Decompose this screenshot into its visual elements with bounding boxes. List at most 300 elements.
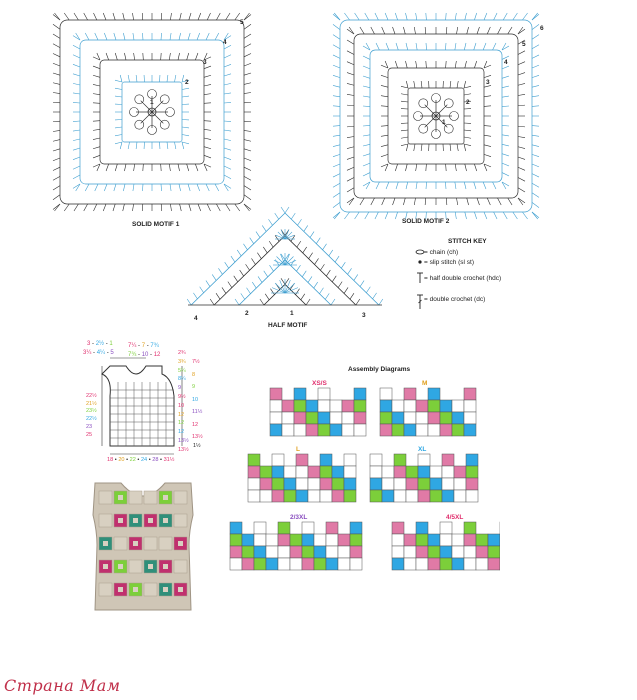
stitch-mark	[532, 13, 538, 20]
stitch-mark	[323, 244, 327, 250]
assembly-cell	[282, 400, 294, 412]
stitch-mark	[395, 13, 397, 20]
stitch-mark	[406, 81, 408, 88]
stitch-mark	[416, 164, 417, 171]
assembly-cell	[342, 400, 354, 412]
stitch-mark	[234, 276, 238, 282]
fan-stitch	[278, 232, 285, 239]
assembly-cell	[428, 546, 440, 558]
half-motif-title: HALF MOTIF	[268, 322, 308, 329]
stitch-mark	[464, 86, 471, 88]
assembly-cell	[452, 534, 464, 546]
stitch-mark	[356, 299, 360, 305]
stitch-mark	[204, 84, 211, 86]
stitch-mark	[103, 204, 106, 211]
stitch-mark	[381, 145, 388, 147]
stitch-mark	[182, 96, 189, 97]
assembly-cell	[254, 522, 266, 534]
stitch-mark	[532, 164, 539, 167]
assembly-cell	[440, 412, 452, 424]
stitch-mark	[416, 13, 417, 20]
assembly-cell	[278, 558, 290, 570]
stitch-mark	[464, 43, 466, 50]
stitch-mark	[518, 105, 525, 106]
schematic-measure: 8	[192, 371, 196, 378]
assembly-cell	[278, 546, 290, 558]
stitch-mark	[142, 33, 143, 40]
round-label: 2	[185, 79, 189, 86]
stitch-mark	[477, 27, 479, 34]
stitch-mark	[347, 188, 354, 192]
assembly-size-label: 4/5XL	[446, 514, 464, 521]
stitch-mark	[494, 212, 497, 219]
assembly-cell	[464, 534, 476, 546]
granny-square	[99, 514, 112, 527]
schematic-measure: 23	[86, 423, 93, 430]
granny-square	[129, 491, 142, 504]
assembly-cell	[488, 534, 500, 546]
assembly-cell	[392, 546, 404, 558]
assembly-cell	[380, 424, 392, 436]
stitch-mark	[405, 164, 407, 171]
assembly-cell	[440, 424, 452, 436]
stitch-mark	[224, 130, 231, 131]
stitch-mark	[333, 75, 340, 77]
stitch-mark	[365, 13, 369, 20]
stitch-mark	[319, 288, 323, 294]
stitch-mark	[532, 135, 539, 136]
assembly-cell	[230, 522, 242, 534]
stitch-mark	[257, 253, 261, 259]
stitch-mark	[263, 247, 267, 253]
stitch-mark	[333, 183, 340, 187]
stitch-mark	[188, 184, 190, 191]
stitch-mark	[73, 83, 80, 85]
round-label: 2	[466, 99, 470, 106]
assembly-cell	[302, 534, 314, 546]
stitch-mark	[244, 186, 251, 190]
assembly-cell	[464, 546, 476, 558]
stitch-mark	[237, 250, 241, 256]
stitch-mark	[161, 33, 162, 40]
stitch-mark	[348, 268, 352, 274]
assembly-cell	[248, 466, 260, 478]
schematic-hem: 1½	[193, 443, 201, 449]
assembly-cell	[452, 546, 464, 558]
stitch-mark	[363, 106, 370, 107]
stitch-mark	[204, 121, 211, 122]
stitch-mark	[386, 182, 389, 189]
round-label: 5	[522, 41, 526, 48]
assembly-cell	[464, 388, 476, 400]
stitch-mark	[93, 66, 100, 69]
stitch-mark	[455, 212, 456, 219]
stitch-mark	[115, 53, 117, 60]
stitch-mark	[414, 144, 415, 151]
assembly-cell	[416, 424, 428, 436]
round-label: 4	[194, 315, 198, 322]
assembly-cell	[406, 466, 418, 478]
assembly-cell	[248, 478, 260, 490]
assembly-cell	[382, 466, 394, 478]
stitch-mark	[446, 27, 447, 34]
stitch-mark	[93, 103, 100, 104]
stitch-mark	[113, 204, 115, 211]
solid-motif-2-diagram	[318, 12, 553, 227]
stitch-mark	[235, 299, 239, 305]
stitch-mark	[114, 184, 116, 191]
stitch-mark	[224, 83, 231, 85]
stitch-mark	[93, 84, 100, 86]
assembly-cell	[270, 388, 282, 400]
stitch-mark	[446, 13, 447, 20]
stitch-mark	[381, 135, 388, 136]
stitch-mark	[518, 126, 525, 127]
assembly-cell	[242, 546, 254, 558]
schematic-measure: 22½	[86, 416, 97, 423]
stitch-mark	[296, 289, 300, 295]
assembly-cell	[452, 424, 464, 436]
schematic-grid	[110, 382, 174, 446]
stitch-mark	[416, 182, 417, 189]
stitch-mark	[426, 13, 427, 20]
stitch-mark	[355, 13, 360, 20]
stitch-mark	[483, 182, 486, 189]
stitch-mark	[187, 164, 189, 171]
schematic-measure: 13½	[178, 446, 189, 453]
stitch-mark	[455, 43, 456, 50]
assembly-cell	[394, 490, 406, 502]
granny-square-center	[133, 541, 138, 546]
assembly-cell	[416, 522, 428, 534]
stitch-mark	[302, 271, 306, 277]
assembly-cell	[266, 558, 278, 570]
round-label: 4	[504, 59, 508, 66]
stitch-mark	[260, 299, 264, 305]
stitch-mark	[474, 61, 476, 68]
assembly-cell	[248, 490, 260, 502]
stitch-mark	[270, 265, 274, 271]
assembly-cell	[318, 412, 330, 424]
stitch-mark	[224, 74, 231, 76]
stitch-mark	[53, 73, 60, 75]
stitch-mark	[136, 142, 137, 149]
assembly-cell	[296, 454, 308, 466]
granny-square	[144, 537, 157, 550]
round-label: 3	[203, 59, 207, 66]
stitch-mark	[53, 195, 60, 200]
stitch-mark	[518, 83, 525, 85]
stitch-mark	[182, 135, 189, 136]
assembly-cell	[308, 490, 320, 502]
stitch-mark	[244, 92, 251, 93]
stitch-mark	[315, 258, 319, 264]
stitch-mark	[333, 126, 340, 127]
stitch-mark	[347, 157, 354, 159]
stitch-mark	[508, 27, 512, 34]
stitch-mark	[161, 164, 162, 171]
stitch-mark	[244, 44, 251, 48]
stitch-mark	[216, 293, 220, 299]
stitch-mark	[270, 289, 274, 295]
key-label-chain: = chain (ch)	[424, 249, 459, 256]
stitch-mark	[85, 33, 89, 40]
stitch-mark	[532, 154, 539, 156]
stitch-mark	[347, 73, 354, 75]
stitch-mark	[178, 164, 180, 171]
stitch-mark	[474, 43, 476, 50]
stitch-mark	[363, 66, 370, 69]
stitch-mark	[326, 270, 330, 276]
stitch-mark	[518, 62, 525, 65]
petal-mark	[419, 99, 428, 108]
stitch-mark	[474, 164, 476, 171]
stitch-mark	[333, 85, 340, 87]
assembly-cell	[440, 546, 452, 558]
half-motif-rings	[187, 207, 383, 305]
key-label-dc: = double crochet (dc)	[424, 296, 486, 303]
stitch-mark	[532, 75, 539, 77]
assembly-cell	[320, 478, 332, 490]
stitch-mark	[167, 75, 168, 82]
stitch-mark	[347, 147, 354, 149]
assembly-cell	[430, 466, 442, 478]
stitch-mark	[445, 43, 446, 50]
assembly-cell	[294, 388, 306, 400]
assembly-cell	[350, 546, 362, 558]
assembly-cell	[326, 522, 338, 534]
stitch-mark	[464, 130, 471, 131]
stitch-mark	[333, 45, 340, 49]
stitch-mark	[518, 51, 525, 55]
stitch-mark	[73, 130, 80, 131]
fan-stitch	[275, 283, 285, 293]
stitch-mark	[401, 144, 408, 146]
stitch-mark	[224, 102, 231, 103]
stitch-mark	[457, 81, 458, 88]
stitch-mark	[341, 262, 345, 268]
assembly-cell	[290, 558, 302, 570]
assembly-cell	[350, 534, 362, 546]
stitch-mark	[73, 45, 80, 49]
stitch-mark	[426, 43, 427, 50]
assembly-cell	[278, 534, 290, 546]
stitch-mark	[426, 164, 427, 171]
assembly-cell	[330, 412, 342, 424]
stitch-mark	[446, 61, 447, 68]
stitch-mark	[53, 83, 60, 85]
stitch-mark	[487, 27, 490, 34]
assembly-cell	[318, 388, 330, 400]
assembly-cell	[476, 534, 488, 546]
stitch-mark	[532, 96, 539, 97]
stitch-mark	[373, 293, 377, 299]
stitch-mark	[244, 140, 251, 142]
granny-square-center	[163, 564, 168, 569]
assembly-cell	[350, 558, 362, 570]
granny-square-center	[148, 518, 153, 523]
stitch-mark	[133, 184, 134, 191]
stitch-mark	[396, 43, 398, 50]
stitch-mark	[74, 204, 78, 211]
assembly-cell	[418, 478, 430, 490]
stitch-mark	[363, 144, 370, 146]
stitch-mark	[464, 81, 466, 88]
assembly-cell	[338, 546, 350, 558]
assembly-cell	[248, 454, 260, 466]
assembly-cell	[272, 454, 284, 466]
stitch-mark	[379, 299, 383, 305]
stitch-mark	[73, 64, 80, 67]
granny-square-center	[178, 541, 183, 546]
assembly-cell	[254, 546, 266, 558]
assembly-cell	[394, 466, 406, 478]
stitch-mark	[244, 149, 251, 151]
assembly-cell	[476, 558, 488, 570]
stitch-mark	[347, 198, 354, 203]
stitch-mark	[349, 27, 354, 34]
petal-mark	[135, 95, 144, 104]
stitch-mark	[250, 238, 254, 244]
stitch-mark	[376, 182, 379, 189]
stitch-mark	[385, 13, 388, 20]
stitch-mark	[113, 13, 115, 20]
granny-square	[144, 491, 157, 504]
stitch-mark	[84, 204, 88, 211]
stitch-mark	[493, 43, 496, 50]
stitch-mark	[93, 129, 100, 130]
stitch-mark	[502, 76, 509, 78]
stitch-mark	[347, 40, 354, 44]
stitch-mark	[285, 207, 289, 213]
granny-square	[174, 514, 187, 527]
stitch-mark	[375, 13, 378, 20]
stitch-mark	[123, 204, 125, 211]
assembly-cell	[314, 534, 326, 546]
assembly-cell	[354, 400, 366, 412]
stitch-mark	[513, 13, 518, 20]
stitch-mark	[180, 13, 182, 20]
stitch-mark	[115, 96, 122, 97]
stitch-mark	[393, 198, 395, 205]
assembly-cell	[342, 424, 354, 436]
stitch-mark	[53, 92, 60, 93]
assembly-cell	[406, 478, 418, 490]
stitch-mark	[124, 164, 126, 171]
stitch-mark	[64, 13, 69, 20]
stitch-mark	[450, 81, 451, 88]
stitch-mark	[347, 178, 354, 182]
stitch-mark	[474, 212, 476, 219]
stitch-mark	[401, 101, 408, 102]
assembly-cell	[418, 490, 430, 502]
stitch-mark	[73, 148, 80, 150]
stitch-mark	[518, 29, 525, 34]
stitch-mark	[224, 148, 231, 150]
stitch-mark	[291, 213, 295, 219]
assembly-cell	[488, 558, 500, 570]
assembly-cell	[320, 454, 332, 466]
stitch-mark	[474, 13, 476, 20]
stitch-mark	[386, 43, 389, 50]
stitch-mark	[363, 125, 370, 126]
granny-square-center	[148, 564, 153, 569]
assembly-cell	[452, 400, 464, 412]
assembly-cell	[452, 412, 464, 424]
half-motif-diagram	[180, 205, 390, 330]
schematic-measure: 12	[178, 429, 185, 436]
assembly-cell	[344, 466, 356, 478]
stitch-mark	[73, 93, 80, 94]
stitch-mark	[484, 75, 491, 77]
stitch-mark	[333, 14, 340, 20]
stitch-mark	[252, 282, 256, 288]
assembly-cell	[392, 412, 404, 424]
stitch-mark	[360, 27, 364, 34]
round-label: 3	[362, 312, 366, 319]
stitch-mark	[115, 80, 122, 82]
stitch-mark	[344, 13, 349, 20]
assembly-cell	[428, 388, 440, 400]
stitch-mark	[455, 182, 456, 189]
stitch-mark	[467, 27, 469, 34]
stitch-mark	[532, 85, 539, 87]
schematic-measure: 2¾	[178, 350, 186, 356]
stitch-mark	[115, 164, 117, 171]
assembly-size-label: XL	[418, 446, 427, 453]
assembly-cell	[290, 546, 302, 558]
stitch-mark	[304, 225, 308, 231]
stitch-mark	[161, 204, 162, 211]
assembly-cell	[416, 558, 428, 570]
stitch-mark	[226, 13, 230, 20]
stitch-mark	[182, 88, 189, 89]
stitch-mark	[333, 154, 340, 156]
assembly-cell	[466, 466, 478, 478]
stitch-mark	[182, 142, 189, 144]
stitch-mark	[53, 44, 60, 48]
stitch-mark	[464, 144, 471, 146]
stitch-mark	[363, 76, 370, 78]
stitch-mark	[502, 163, 509, 166]
hdc-icon	[417, 273, 423, 283]
assembly-cell	[326, 558, 338, 570]
stitch-mark	[93, 147, 100, 149]
assembly-cell	[332, 490, 344, 502]
assembly-cell	[284, 478, 296, 490]
stitch-mark	[333, 24, 340, 29]
stitch-mark	[204, 66, 211, 69]
stitch-mark	[502, 144, 509, 146]
assembly-cell	[430, 490, 442, 502]
assembly-cell	[230, 534, 242, 546]
stitch-mark	[502, 96, 509, 97]
stitch-mark	[532, 183, 539, 187]
stitch-mark	[224, 175, 231, 179]
stitch-mark	[244, 195, 251, 200]
assembly-cell	[318, 424, 330, 436]
granny-square	[114, 537, 127, 550]
stitch-mark	[381, 85, 388, 87]
assembly-cell	[442, 466, 454, 478]
fan-stitch	[285, 232, 292, 239]
granny-square-center	[133, 587, 138, 592]
assembly-cell	[338, 558, 350, 570]
stitch-mark	[406, 144, 408, 151]
stitch-mark	[231, 256, 235, 262]
stitch-mark	[53, 102, 60, 103]
stitch-mark	[518, 198, 525, 203]
